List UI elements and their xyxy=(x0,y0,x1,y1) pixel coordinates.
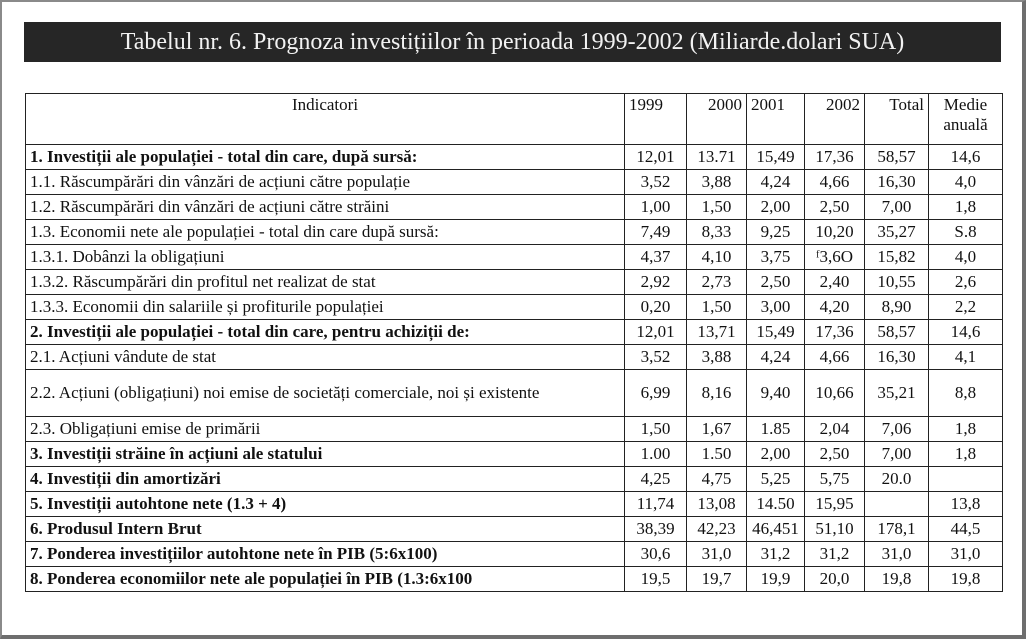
header-1999: 1999 xyxy=(625,94,687,145)
header-medie: Medie anuală xyxy=(929,94,1003,145)
cell-1999: 4,37 xyxy=(625,245,687,270)
table-row xyxy=(26,345,1003,370)
table-title: Tabelul nr. 6. Prognoza investițiilor în perioada 1999-2002 (Miliarde.dolari SUA) xyxy=(24,22,1001,62)
header-indicatori: Indicatori xyxy=(26,94,625,145)
cell-1999: 7,49 xyxy=(625,220,687,245)
cell-medie xyxy=(929,467,1003,492)
cell-2001: 14.50 xyxy=(747,492,805,517)
cell-medie: 14,6 xyxy=(929,145,1003,170)
cell-2001: 46,451 xyxy=(747,517,805,542)
cell-2000: 4,10 xyxy=(687,245,747,270)
cell-total xyxy=(865,492,929,517)
cell-2002: 51,10 xyxy=(805,517,865,542)
cell-1999: 12,01 xyxy=(625,145,687,170)
cell-2000: 1,50 xyxy=(687,295,747,320)
cell-2002: 4,20 xyxy=(805,295,865,320)
indicator-label: 1. Investiții ale populației - total din care, după sursă: xyxy=(26,145,625,170)
cell-total: 16,30 xyxy=(865,345,929,370)
cell-medie: 4,0 xyxy=(929,170,1003,195)
cell-2001: 31,2 xyxy=(747,542,805,567)
table-row xyxy=(26,170,1003,195)
header-2002: 2002 xyxy=(805,94,865,145)
cell-total: 58,57 xyxy=(865,145,929,170)
cell-medie: 8,8 xyxy=(929,370,1003,417)
cell-2002: 10,20 xyxy=(805,220,865,245)
cell-medie: 19,8 xyxy=(929,567,1003,592)
cell-total: 7,06 xyxy=(865,417,929,442)
cell-2000: 1,50 xyxy=(687,195,747,220)
cell-2002: 2,50 xyxy=(805,195,865,220)
header-total: Total xyxy=(865,94,929,145)
cell-2001: 2,00 xyxy=(747,442,805,467)
indicator-label: 3. Investiții străine în acțiuni ale statului xyxy=(26,442,625,467)
cell-total: 58,57 xyxy=(865,320,929,345)
cell-2002: 17,36 xyxy=(805,145,865,170)
cell-total: 31,0 xyxy=(865,542,929,567)
cell-total: 20.0 xyxy=(865,467,929,492)
cell-1999: 11,74 xyxy=(625,492,687,517)
cell-2000: 31,0 xyxy=(687,542,747,567)
cell-medie: 4,0 xyxy=(929,245,1003,270)
cell-total: 35,21 xyxy=(865,370,929,417)
cell-1999: 4,25 xyxy=(625,467,687,492)
cell-medie: 14,6 xyxy=(929,320,1003,345)
cell-total: 178,1 xyxy=(865,517,929,542)
cell-2000: 8,16 xyxy=(687,370,747,417)
cell-medie: 13,8 xyxy=(929,492,1003,517)
table-row xyxy=(26,245,1003,270)
cell-medie: S.8 xyxy=(929,220,1003,245)
cell-total: 15,82 xyxy=(865,245,929,270)
cell-2000: 1,67 xyxy=(687,417,747,442)
cell-medie: 1,8 xyxy=(929,195,1003,220)
table-row xyxy=(26,270,1003,295)
cell-1999: 1,00 xyxy=(625,195,687,220)
indicator-label: 1.3.1. Dobânzi la obligațiuni xyxy=(26,245,625,270)
cell-2000: 3,88 xyxy=(687,170,747,195)
cell-1999: 19,5 xyxy=(625,567,687,592)
cell-2002: 15,95 xyxy=(805,492,865,517)
cell-2002: 2,50 xyxy=(805,442,865,467)
cell-2000: 42,23 xyxy=(687,517,747,542)
cell-2001: 1.85 xyxy=(747,417,805,442)
cell-2002: 5,75 xyxy=(805,467,865,492)
cell-2002: 4,66 xyxy=(805,170,865,195)
indicator-label: 1.2. Răscumpărări din vânzări de acțiuni către străini xyxy=(26,195,625,220)
cell-2001: 2,00 xyxy=(747,195,805,220)
indicator-label: 1.3.2. Răscumpărări din profitul net realizat de stat xyxy=(26,270,625,295)
cell-2001: 3,00 xyxy=(747,295,805,320)
header-2001: 2001 xyxy=(747,94,805,145)
cell-2001: 15,49 xyxy=(747,145,805,170)
table-row xyxy=(26,442,1003,467)
indicator-label: 1.3. Economii nete ale populației - total din care după sursă: xyxy=(26,220,625,245)
cell-2000: 3,88 xyxy=(687,345,747,370)
indicator-label: 2. Investiții ale populației - total din care, pentru achiziții de: xyxy=(26,320,625,345)
indicator-label: 2.3. Obligațiuni emise de primării xyxy=(26,417,625,442)
table-row xyxy=(26,145,1003,170)
cell-1999: 38,39 xyxy=(625,517,687,542)
cell-1999: 30,6 xyxy=(625,542,687,567)
cell-medie: 2,6 xyxy=(929,270,1003,295)
table-row xyxy=(26,517,1003,542)
indicator-label: 5. Investiții autohtone nete (1.3 + 4) xyxy=(26,492,625,517)
cell-2002: 20,0 xyxy=(805,567,865,592)
cell-2002: 10,66 xyxy=(805,370,865,417)
cell-2002: 2,40 xyxy=(805,270,865,295)
cell-1999: 12,01 xyxy=(625,320,687,345)
cell-2002: 17,36 xyxy=(805,320,865,345)
table-row xyxy=(26,220,1003,245)
header-2000: 2000 xyxy=(687,94,747,145)
cell-medie: 2,2 xyxy=(929,295,1003,320)
table-row xyxy=(26,370,1003,417)
table-row xyxy=(26,417,1003,442)
cell-medie: 4,1 xyxy=(929,345,1003,370)
cell-1999: 2,92 xyxy=(625,270,687,295)
cell-medie: 31,0 xyxy=(929,542,1003,567)
cell-1999: 6,99 xyxy=(625,370,687,417)
indicator-label: 2.2. Acțiuni (obligațiuni) noi emise de societăți comerciale, noi și existente xyxy=(26,370,625,417)
cell-2001: 5,25 xyxy=(747,467,805,492)
cell-total: 16,30 xyxy=(865,170,929,195)
cell-2000: 13.71 xyxy=(687,145,747,170)
indicator-label: 8. Ponderea economiilor nete ale populației în PIB (1.3:6x100 xyxy=(26,567,625,592)
cell-2000: 2,73 xyxy=(687,270,747,295)
cell-2001: 9,25 xyxy=(747,220,805,245)
cell-2001: 9,40 xyxy=(747,370,805,417)
cell-2000: 13,71 xyxy=(687,320,747,345)
indicator-label: 4. Investiții din amortizări xyxy=(26,467,625,492)
indicator-label: 7. Ponderea investițiilor autohtone nete în PIB (5:6x100) xyxy=(26,542,625,567)
indicator-label: 1.1. Răscumpărări din vânzări de acțiuni către populație xyxy=(26,170,625,195)
header-row xyxy=(26,94,1003,145)
indicator-label: 6. Produsul Intern Brut xyxy=(26,517,625,542)
cell-1999: 1.00 xyxy=(625,442,687,467)
cell-2002: 31,2 xyxy=(805,542,865,567)
cell-total: 19,8 xyxy=(865,567,929,592)
cell-2001: 4,24 xyxy=(747,170,805,195)
cell-2001: 4,24 xyxy=(747,345,805,370)
cell-2001: 2,50 xyxy=(747,270,805,295)
indicator-label: 2.1. Acțiuni vândute de stat xyxy=(26,345,625,370)
cell-1999: 1,50 xyxy=(625,417,687,442)
table-row xyxy=(26,295,1003,320)
cell-total: 35,27 xyxy=(865,220,929,245)
table-row xyxy=(26,567,1003,592)
cell-2002: ᶠ3,6O xyxy=(805,245,865,270)
table-row xyxy=(26,492,1003,517)
cell-2002: 2,04 xyxy=(805,417,865,442)
cell-2000: 19,7 xyxy=(687,567,747,592)
cell-total: 7,00 xyxy=(865,442,929,467)
cell-2001: 19,9 xyxy=(747,567,805,592)
cell-2002: 4,66 xyxy=(805,345,865,370)
table-row xyxy=(26,542,1003,567)
cell-2000: 1.50 xyxy=(687,442,747,467)
table-row xyxy=(26,195,1003,220)
cell-medie: 1,8 xyxy=(929,417,1003,442)
cell-1999: 3,52 xyxy=(625,170,687,195)
cell-1999: 0,20 xyxy=(625,295,687,320)
forecast-table xyxy=(25,93,1003,592)
table-row xyxy=(26,320,1003,345)
cell-2000: 4,75 xyxy=(687,467,747,492)
indicator-label: 1.3.3. Economii din salariile și profiturile populației xyxy=(26,295,625,320)
cell-2001: 3,75 xyxy=(747,245,805,270)
cell-medie: 44,5 xyxy=(929,517,1003,542)
cell-2000: 13,08 xyxy=(687,492,747,517)
cell-2000: 8,33 xyxy=(687,220,747,245)
cell-total: 10,55 xyxy=(865,270,929,295)
cell-total: 8,90 xyxy=(865,295,929,320)
cell-total: 7,00 xyxy=(865,195,929,220)
cell-1999: 3,52 xyxy=(625,345,687,370)
table-row xyxy=(26,467,1003,492)
cell-medie: 1,8 xyxy=(929,442,1003,467)
cell-2001: 15,49 xyxy=(747,320,805,345)
